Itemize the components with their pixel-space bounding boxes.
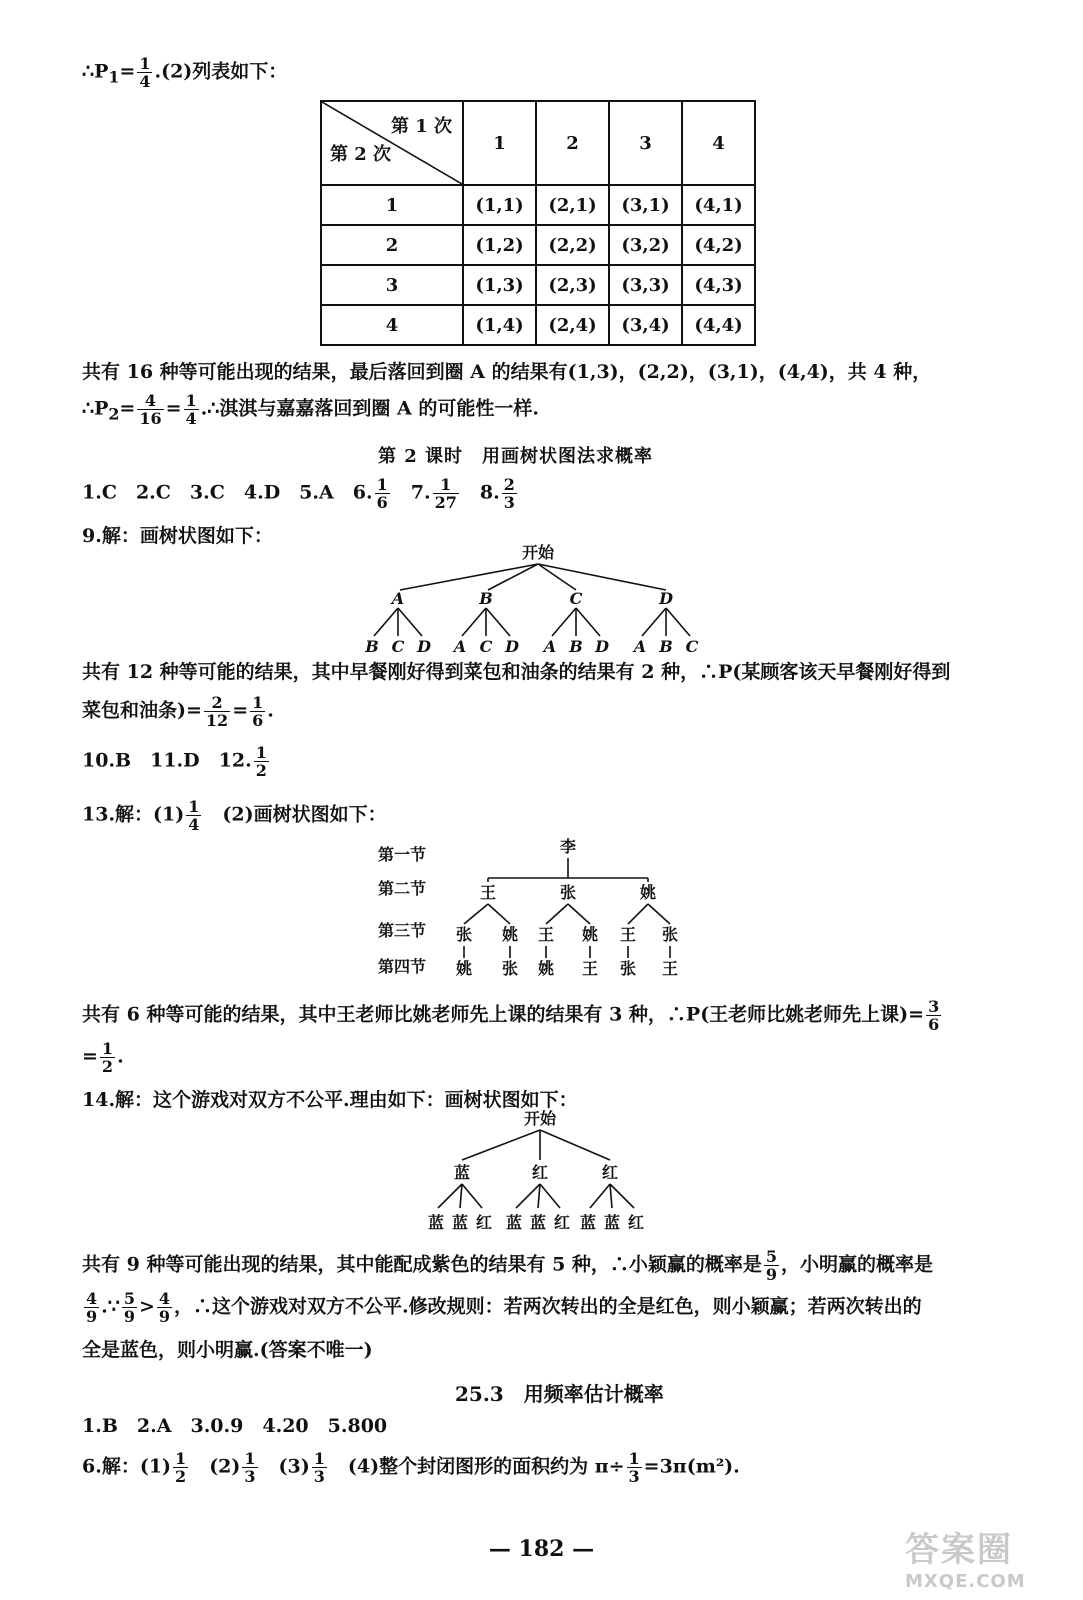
numerator: 4 [158,1289,171,1308]
table-cell: (2,4) [536,305,609,345]
fraction [204,694,230,729]
text: . [117,1045,124,1068]
table-cell: (3,4) [609,305,682,345]
tree-leaf: D [505,637,519,656]
tree-branch [516,1184,540,1208]
tree-node: 王 [619,925,637,944]
table-cell: (1,2) [463,225,536,265]
numerator: 1 [188,797,200,816]
table-header-row [321,101,755,185]
tree-leaf: B [569,637,583,656]
tree-leaf: 姚 [537,959,555,978]
tree-leaf: D [417,637,431,656]
tree-branch [642,608,666,636]
subscript: 1 [108,67,120,87]
tree-leaf: 王 [661,959,679,978]
row-label: 1 [321,185,463,225]
text: 7. [391,481,431,504]
numerator: 1 [185,391,197,410]
tree-leaf: C [479,637,493,656]
denominator: 6 [928,1015,940,1034]
text: =3π(m²). [643,1455,740,1478]
p-symbol: ∴P [82,397,109,420]
tree-branch [400,564,538,590]
tree-root: 开始 [523,1109,557,1128]
tree-branch [462,1184,482,1208]
tree-row-label: 第二节 [378,879,427,898]
numerator: 1 [101,1039,114,1058]
tree-node: 王 [479,883,497,902]
tree-branch [568,904,590,924]
denominator: 3 [244,1467,256,1486]
tree-branch [546,904,568,924]
tree-node: 姚 [639,883,657,902]
fraction [312,1450,327,1485]
fraction [627,1450,642,1485]
tree-node: B [479,589,493,608]
numerator: 3 [928,997,940,1016]
numerator: 5 [123,1289,135,1308]
q14-line-2 [82,1290,922,1325]
tree-diagram-q9 [350,542,710,657]
tree-branch [486,608,510,636]
denominator: 3 [503,493,515,512]
numerator: 1 [252,693,264,712]
denominator: 6 [252,711,264,730]
col-header: 4 [682,101,755,185]
tree-leaf: 红 [553,1213,571,1232]
text: ，∴这个游戏对双方不公平.修改规则：若两次转出的全是红色，则小颖赢；若两次转出的 [174,1295,922,1318]
denominator: 16 [139,409,162,428]
denominator: 4 [185,409,197,428]
table-row [321,265,755,305]
denominator: 27 [434,493,457,512]
tree-node: 张 [559,883,577,902]
equals: = [119,397,136,420]
tree-node: 姚 [581,925,599,944]
tree-row-label: 第三节 [378,921,427,940]
fraction [926,998,941,1033]
col-header: 1 [463,101,536,185]
tree-branch [628,904,648,924]
table-cell: (3,2) [609,225,682,265]
tree-branch [398,608,422,636]
table-cell: (1,1) [463,185,536,225]
q9-line-2 [82,694,274,729]
equals: = [119,60,136,83]
q6-line [82,1450,740,1485]
corner-top-label: 第 1 次 [390,116,452,137]
text: (4)整个封闭图形的面积约为 π÷ [328,1455,625,1478]
tree-node: 蓝 [453,1163,471,1182]
tree-branch [460,1184,462,1208]
text: 10.B 11.D 12. [82,749,252,772]
tree-branch [576,608,600,636]
denominator: 4 [139,72,151,91]
denominator: 9 [765,1265,778,1284]
q9-intro: 9.解：画树状图如下： [82,525,273,547]
subscript: 2 [108,404,120,424]
tree-branch [374,608,398,636]
text: 6.解：(1) [82,1455,172,1478]
col-header: 3 [609,101,682,185]
numerator: 1 [433,476,459,494]
denominator: 6 [376,493,388,512]
fraction [375,476,390,511]
denominator: 9 [86,1307,98,1326]
fraction [173,1450,188,1485]
table-cell: (3,3) [609,265,682,305]
greater-than: > [138,1295,155,1318]
denominator: 3 [628,1467,640,1486]
tree-leaf: 蓝 [427,1213,445,1232]
numerator: 1 [255,743,267,762]
fraction [502,476,517,511]
fraction [250,694,265,729]
q9-line-1: 共有 12 种等可能的结果，其中早餐刚好得到菜包和油条的结果有 2 种，∴P(某顾客该天早餐刚好得到 [82,661,951,683]
tree-leaf: 蓝 [505,1213,523,1232]
tree-node: A [391,589,405,608]
text: 8. [460,481,500,504]
lesson-2-title: 第 2 课时 用画树状图法求概率 [378,446,654,467]
p-symbol: ∴P [82,60,109,83]
denominator: 3 [313,1467,325,1486]
q13-intro [82,798,387,833]
tree-branch [610,1184,612,1208]
text: 13.解：(1) [82,803,185,826]
denominator: 9 [123,1307,135,1326]
tree-branch [462,608,486,636]
numerator: 4 [86,1289,98,1308]
tree-branch [488,904,510,924]
tree-leaf: 蓝 [451,1213,469,1232]
page-number: — 182 — [488,1536,595,1562]
tree-root: 李 [559,837,577,856]
q14-intro: 14.解：这个游戏对双方不公平.理由如下：画树状图如下： [82,1089,578,1111]
fraction [100,1040,115,1075]
equals: = [165,397,182,420]
tree-leaf: 红 [475,1213,493,1232]
watermark-url: MXQE.COM [905,1571,1026,1592]
text: 共有 6 种等可能的结果，其中王老师比姚老师先上课的结果有 3 种，∴P(王老师比姚老师先上课)= [82,1003,925,1026]
equals: = [82,1045,98,1068]
tree-diagram-q14 [420,1108,660,1238]
tree-branch [438,1184,462,1208]
table-corner-cell [321,101,463,185]
numerator: 2 [204,694,230,712]
outcome-table [320,100,756,346]
fraction [186,798,201,833]
text: 菜包和油条)= [82,699,202,722]
tree-leaf: C [685,637,699,656]
tree-branch [552,608,576,636]
text: ，小明赢的概率是 [781,1253,934,1276]
tree-leaf: 红 [627,1213,645,1232]
table-cell: (4,2) [682,225,755,265]
tree-diagram-q13 [378,832,708,982]
tree-node: 红 [601,1163,619,1182]
tree-branch [590,1184,610,1208]
tree-row-label: 第四节 [378,957,427,976]
tree-leaf: 蓝 [529,1213,547,1232]
denominator: 9 [158,1307,171,1326]
numerator: 1 [175,1449,187,1468]
table-row [321,225,755,265]
tree-leaf: 姚 [455,959,473,978]
numerator: 2 [503,475,515,494]
table-cell: (3,1) [609,185,682,225]
table-row [321,305,755,345]
table-cell: (4,3) [682,265,755,305]
tree-node: 红 [531,1163,549,1182]
denominator: 12 [205,711,229,730]
watermark-logo [905,1522,1026,1592]
q13-line-2 [82,1040,124,1075]
table-cell: (4,4) [682,305,755,345]
fraction [157,1290,172,1325]
q14-line-1 [82,1248,933,1283]
tree-leaf: B [659,637,673,656]
answers-10-12 [82,744,271,779]
tree-leaf: A [543,637,557,656]
tree-branch [648,904,670,924]
tree-branch [610,1184,634,1208]
fraction [254,744,269,779]
tree-leaf: 王 [581,959,599,978]
numerator: 1 [313,1449,325,1468]
table-cell: (4,1) [682,185,755,225]
tree-leaf: B [365,637,379,656]
fraction [137,55,152,90]
fraction [122,1290,137,1325]
text: . [267,699,274,722]
tree-branch [540,1130,610,1160]
tree-branch [538,1184,540,1208]
row-label: 2 [321,225,463,265]
text: (3) [259,1455,310,1478]
text: .(2)列表如下： [154,60,288,83]
text: .∵ [101,1295,120,1318]
tree-leaf: A [633,637,647,656]
summary-16-line: 共有 16 种等可能出现的结果，最后落回到圈 A 的结果有(1,3)，(2,2)，(3,1)，(4,4)，共 4 种， [82,361,932,383]
text: (2) [190,1455,241,1478]
tree-leaf: 张 [501,959,519,978]
answers-1-8 [82,476,519,511]
row-label: 3 [321,265,463,305]
table-cell: (1,4) [463,305,536,345]
fraction [184,392,199,427]
watermark-text: 答案圈 [905,1530,1013,1570]
text: .∴淇淇与嘉嘉落回到圈 A 的可能性一样. [200,397,539,420]
tree-leaf: D [595,637,609,656]
table-row [321,185,755,225]
row-label: 4 [321,305,463,345]
tree-branch [464,904,488,924]
p2-line [82,392,539,428]
numerator: 1 [628,1449,640,1468]
section-title: 25.3 用频率估计概率 [455,1382,664,1406]
tree-node: 姚 [501,925,519,944]
q14-line-3: 全是蓝色，则小明赢.(答案不唯一) [82,1339,373,1361]
tree-branch [540,1184,560,1208]
tree-node: 张 [661,925,679,944]
denominator: 2 [175,1467,187,1486]
fraction [433,476,459,511]
tree-node: D [659,589,673,608]
p1-line [82,55,287,91]
fraction [137,392,163,427]
equals: = [232,699,249,722]
numerator: 1 [376,475,388,494]
tree-node: 张 [455,925,473,944]
corner-bottom-label: 第 2 次 [330,144,392,165]
tree-leaf: 张 [619,959,637,978]
numerator: 4 [137,392,163,410]
table-cell: (1,3) [463,265,536,305]
numerator: 5 [765,1247,778,1266]
tree-root: 开始 [521,543,555,562]
tree-leaf: 蓝 [579,1213,597,1232]
tree-branch [666,608,690,636]
table-cell: (2,3) [536,265,609,305]
table-cell: (2,2) [536,225,609,265]
denominator: 2 [255,761,267,780]
tree-row-label: 第一节 [378,845,427,864]
numerator: 1 [139,54,151,73]
denominator: 2 [101,1057,114,1076]
text: 共有 9 种等可能出现的结果，其中能配成紫色的结果有 5 种，∴小颖赢的概率是 [82,1253,762,1276]
tree-node: 王 [537,925,555,944]
denominator: 4 [188,815,200,834]
tree-branch [462,1130,540,1160]
fraction [764,1248,779,1283]
answers-25-3: 1.B 2.A 3.0.9 4.20 5.800 [82,1415,388,1437]
tree-leaf: C [391,637,405,656]
text: 1.C 2.C 3.C 4.D 5.A 6. [82,481,373,504]
numerator: 1 [244,1449,256,1468]
tree-leaf: A [453,637,467,656]
text: (2)画树状图如下： [203,803,387,826]
fraction [242,1450,257,1485]
table-cell: (2,1) [536,185,609,225]
col-header: 2 [536,101,609,185]
tree-node: C [569,589,583,608]
fraction [84,1290,99,1325]
q13-line-1 [82,998,943,1033]
tree-leaf: 蓝 [603,1213,621,1232]
